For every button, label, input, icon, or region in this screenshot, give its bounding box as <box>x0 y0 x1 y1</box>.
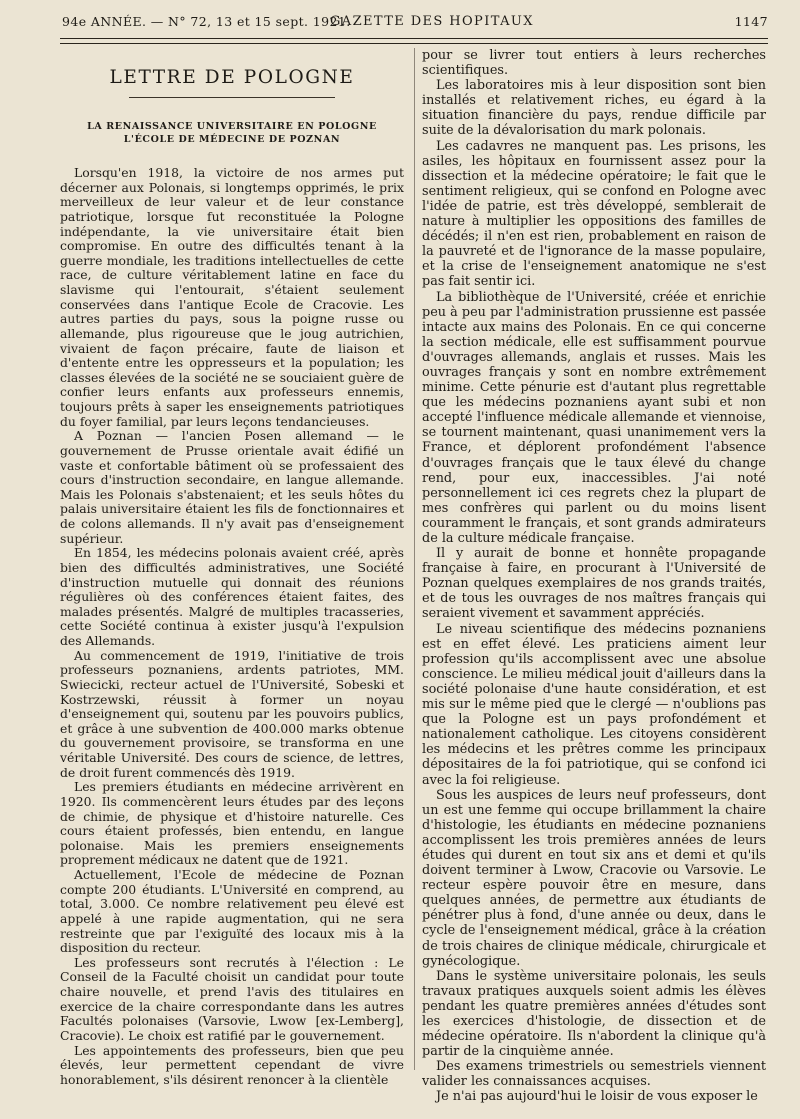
paragraph: pour se livrer tout entiers à leurs recherches scientifiques. <box>422 48 766 79</box>
paragraph: Des examens trimestriels ou semestriels viennent valider les connaissances acquises. <box>422 1059 766 1090</box>
running-head <box>62 14 768 34</box>
paragraph: Le niveau scientifique des médecins poznaniens est en effet élevé. Les praticiens aiment leur profession qu'ils accomplissent avec une absolue conscience. Le milieu médical jouit d'ailleurs dans la société polonaise d'une haute considération, et est mis sur le même pied que le clergé — n'oublions pas que la Pologne est un pays profondément et nationalement catholique. Les citoyens considèrent les médecins et les prêtres comme les principaux dépositaires de la foi patriotique, qui se confond ici avec la foi religieuse. <box>422 621 766 788</box>
paragraph: A Poznan — l'ancien Posen allemand — le gouvernement de Prusse orientale avait édifié un vaste et confortable bâtiment où se professaient des cours d'instruction secondaire, en langue allemande. Mais les Polonais s'abstenaient; et les seuls hôtes du palais universitaire étaient les fils de fonctionnaires et de colons allemands. Il n'y avait pas d'enseignement supérieur. <box>60 428 404 546</box>
page-number: 1147 <box>734 14 768 29</box>
paragraph: Les cadavres ne manquent pas. Les prisons, les asiles, les hôpitaux en fournissent assez pour la dissection et la médecine opératoire; le fait que le sentiment religieux, qui se confond en Pologne avec l'idée de patrie, est très développé, semblerait de nature à multiplier les oppositions des familles de décédés; il n'en est rien, probablement en raison de la pauvreté et de l'ignorance de la masse populaire, et la crise de l'enseignement anatomique ne s'est pas fait sentir ici. <box>422 138 766 290</box>
subtitle-line: L'ÉCOLE DE MÉDECINE DE POZNAN <box>123 134 341 145</box>
paragraph: Sous les auspices de leurs neuf professeurs, dont un est une femme qui occupe brillamment la chaire d'histologie, les étudiants en médecine poznaniens accomplissent les trois premières années de leurs études qui durent en tout six ans et demi et qu'ils doivent terminer à Lwow, Cracovie ou Varsovie. Le recteur espère pouvoir être en mesure, dans quelques années, de permettre aux étudiants de pénétrer plus à fond, d'une année ou deux, dans le cycle de l'enseignement médical, grâce à la création de trois chaires de clinique médicale, chirurgicale et gynécologique. <box>422 787 766 969</box>
paragraph: Les professeurs sont recrutés à l'élection : Le Conseil de la Faculté choisit un candidat pour toute chaire nouvelle, et prend l'avis des titulaires en exercice de la chaire correspondante dans les autres Facultés polonaises (Varsovie, Lwow [ex-Lemberg], Cracovie). Le choix est ratifié par le gouvernement. <box>60 954 404 1043</box>
paragraph: Il y aurait de bonne et honnête propagande française à faire, en procurant à l'Université de Poznan quelques exemplaires de nos grands traités, et de tous les ouvrages de nos maîtres français qui seraient vivement et savamment appréciés. <box>422 546 766 622</box>
paragraph: Lorsqu'en 1918, la victoire de nos armes put décerner aux Polonais, si longtemps opprimés, le prix merveilleux de leur valeur et de leur constance patriotique, lorsque fut reconstituée la Pologne indépendante, la vie universitaire était bien compromise. En outre des difficultés tenant à la guerre mondiale, les traditions intellectuelles de cette race, de culture véritablement latine en face du slavisme qui l'entourait, s'étaient seulement conservées dans l'antique Ecole de Cracovie. Les autres parties du pays, sous la poigne russe ou allemande, plus rigoureuse que le joug autrichien, vivaient de façon précaire, faute de liaison et d'entente entre les oppresseurs et la population; les classes élevées de la société ne se souciaient guère de confier leurs enfants aux professeurs ennemis, toujours prêts à saper les enseignements patriotiques du foyer familial, par leurs leçons tendancieuses. <box>60 165 404 429</box>
paragraph: En 1854, les médecins polonais avaient créé, après bien des difficultés administratives, une Société d'instruction mutuelle qui donnait des réunions régulières où des conférences étaient faites, des malades présentés. Malgré de multiples tracasseries, cette Société continua à exister jusqu'à l'expulsion des Allemands. <box>60 545 404 648</box>
right-column <box>422 48 766 1105</box>
subtitle-line: LA RENAISSANCE UNIVERSITAIRE EN POLOGNE <box>87 121 377 132</box>
issue-line: 94e ANNÉE. — N° 72, 13 et 15 sept. 1921. <box>62 14 351 29</box>
column-divider <box>414 48 415 1070</box>
paragraph: Je n'ai pas aujourd'hui le loisir de vous exposer le <box>436 1089 758 1105</box>
paragraph: Les laboratoires mis à leur disposition sont bien installés et relativement riches, eu égard à la situation financière du pays, rendue difficile par suite de la dévalorisation du mark polonais. <box>422 78 766 139</box>
header-rule-bottom <box>60 43 768 44</box>
paragraph: La bibliothèque de l'Université, créée et enrichie peu à peu par l'administration prussienne est passée intacte aux mains des Polonais. En ce qui concerne la section médicale, elle est suffisamment pourvue d'ouvrages allemands, anglais et russes. Mais les ouvrages français y sont en nombre extrêmement minime. Cette pénurie est d'autant plus regrettable que les médecins poznaniens ayant subi et non accepté l'influence médicale allemande et viennoise, se tournent maintenant, quasi unanimement vers la France, et déplorent profondément l'absence d'ouvrages français que le taux élevé du change rend, pour eux, inaccessibles. J'ai noté personnellement ici ces regrets chez la plupart de mes confrères qui parlent ou du moins lisent couramment le français, et sont grands admirateurs de la culture médicale française. <box>422 289 766 546</box>
paragraph: Au commencement de 1919, l'initiative de trois professeurs poznaniens, ardents patriotes, MM. Swiecicki, recteur actuel de l'Université, Sobeski et Kostrzewski, réussit à former un noyau d'enseignement qui, soutenu par les pouvoirs publics, et grâce à une subvention de 400.000 marks obtenue du gouvernement provisoire, se transforma en une véritable Université. Des cours de science, de lettres, de droit furent commencés dès 1919. <box>60 647 404 780</box>
paragraph: Actuellement, l'Ecole de médecine de Poznan compte 200 étudiants. L'Université en comprend, au total, 3.000. Ce nombre relativement peu élevé est appelé à une rapide augmentation, qui ne sera restreinte que par l'exiguïté des locaux mis à la disposition du recteur. <box>60 867 404 956</box>
title-rule <box>129 97 335 98</box>
paragraph: Les premiers étudiants en médecine arrivèrent en 1920. Ils commencèrent leurs études par des leçons de chimie, de physique et d'histoire naturelle. Ces cours étaient professés, bien entendu, en langue polonaise. Mais les premiers enseignements proprement médicaux ne datent que de 1921. <box>60 779 404 868</box>
article-title: LETTRE DE POLOGNE <box>109 67 355 88</box>
header-rule-top <box>60 38 768 39</box>
paragraph: Les appointements des professeurs, bien que peu élevés, leur permettent cependant de vivre honorablement, s'ils désirent renoncer à la clientèle <box>60 1042 404 1087</box>
left-column <box>60 60 404 1087</box>
paragraph: Dans le système universitaire polonais, les seuls travaux pratiques auxquels soient admis les élèves pendant les quatre premières années d'études sont les exercices d'histologie, de dissection et de médecine opératoire. Ils n'abordent la clinique qu'à partir de la cinquième année. <box>422 968 766 1060</box>
journal-name: GAZETTE DES HOPITAUX <box>330 14 534 29</box>
article-subtitle <box>60 120 404 146</box>
